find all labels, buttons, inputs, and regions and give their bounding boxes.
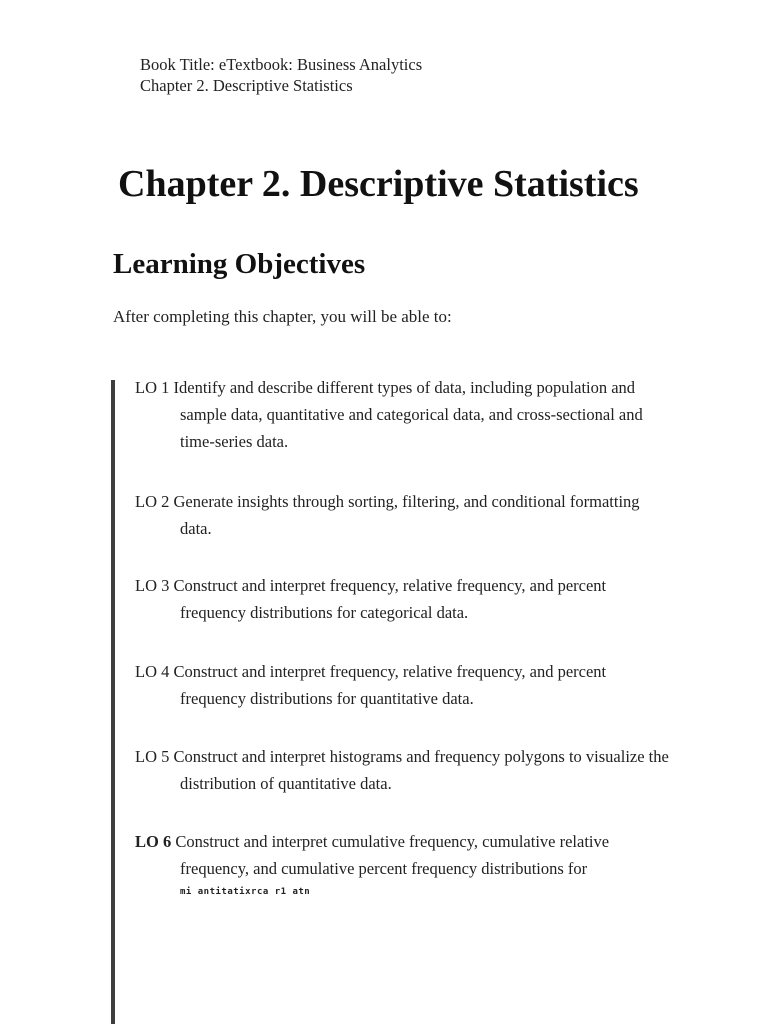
- objective-number: LO 4: [135, 662, 170, 681]
- objective-number: LO 1: [135, 378, 170, 397]
- objective-number: LO 2: [135, 492, 170, 511]
- page-header: [140, 54, 422, 96]
- objective-text: Construct and interpret cumulative frequency, cumulative relative frequency, and cumulative percent frequency distributions for: [171, 832, 610, 878]
- garbled-text-line: mi antitatixrca r1 atn: [180, 887, 311, 897]
- objective-number: LO 3: [135, 576, 170, 595]
- book-title: Book Title: eTextbook: Business Analytics: [140, 55, 423, 74]
- intro-text: After completing this chapter, you will be able to:: [113, 307, 452, 326]
- objective-item-1: [135, 374, 675, 455]
- objectives-sidebar-rule: [111, 380, 115, 1024]
- objective-text: Identify and describe different types of data, including population and sample data, quantitative and categorical data, and cross-sectional and time-series data.: [169, 378, 643, 451]
- objective-item-3: [135, 572, 675, 626]
- objective-text: Construct and interpret frequency, relative frequency, and percent frequency distributions for categorical data.: [169, 576, 607, 622]
- objective-item-5: [135, 743, 675, 797]
- objective-item-2: [135, 488, 675, 542]
- objective-text: Construct and interpret frequency, relative frequency, and percent frequency distributions for quantitative data.: [169, 662, 607, 708]
- objective-number: LO 5: [135, 747, 170, 766]
- objective-text: Generate insights through sorting, filtering, and conditional formatting data.: [169, 492, 640, 538]
- objective-text: Construct and interpret histograms and frequency polygons to visualize the distribution of quantitative data.: [169, 747, 669, 793]
- objective-item-6: [135, 828, 675, 882]
- section-heading: Learning Objectives: [113, 248, 366, 280]
- objective-number: LO 6: [135, 832, 172, 851]
- objective-item-4: [135, 658, 675, 712]
- chapter-title: Chapter 2. Descriptive Statistics: [118, 163, 639, 205]
- chapter-reference: Chapter 2. Descriptive Statistics: [140, 76, 353, 95]
